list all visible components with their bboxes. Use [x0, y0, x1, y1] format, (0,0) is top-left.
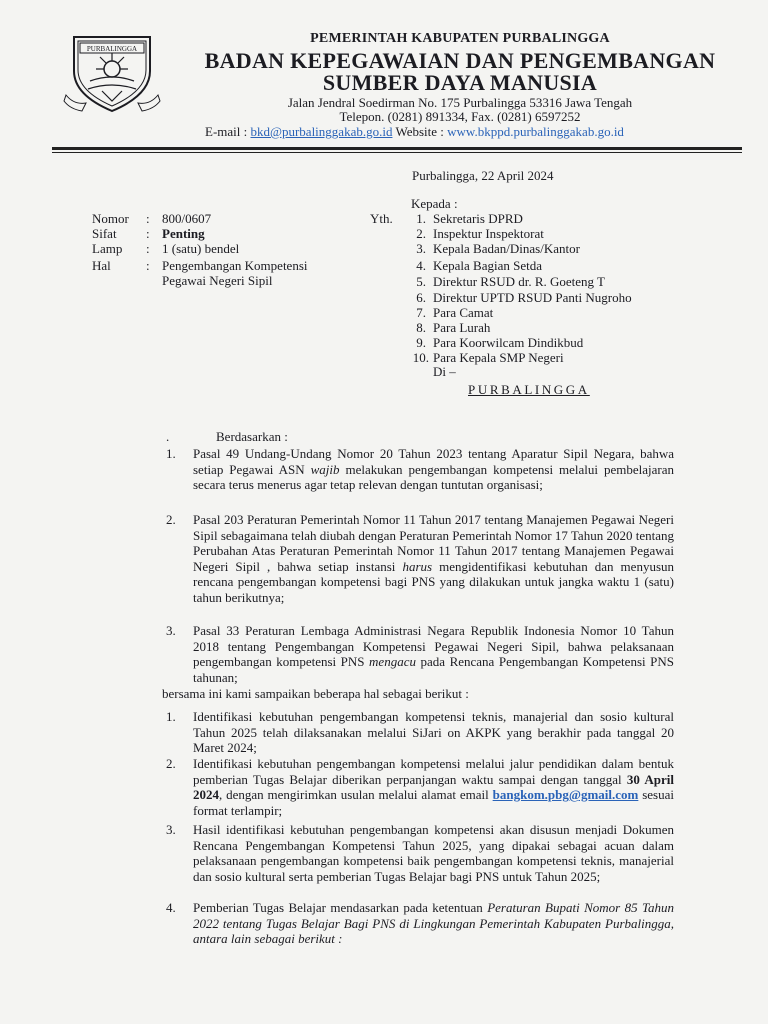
recipient-item: Para Lurah: [433, 320, 491, 335]
agency-address: Jalan Jendral Soedirman No. 175 Purbalingga 53316 Jawa Tengah: [287, 95, 633, 110]
point-paragraph: Pemberian Tugas Belajar mendasarkan pada ketentuan Peraturan Bupati Nomor 85 Tahun 2022 tentang Tugas Belajar Bagi PNS di Lingkungan Pemerintah Kabupaten Purbalingga, antara lain sebagai berikut :: [193, 900, 674, 947]
point-paragraph: Identifikasi kebutuhan pengembangan kompetensi melalui jalur pendidikan dalam bentuk pemberian Tugas Belajar diberikan perpanjangan waktu sampai dengan tanggal 30 April 2024, dengan mengirimkan usulan melalui alamat email bangkom.pbg@gmail.com sesuai format terlampir;: [193, 756, 674, 818]
kepada-label: Kepada :: [411, 196, 458, 211]
bersama-statement: bersama ini kami sampaikan beberapa hal sebagai berikut :: [162, 686, 469, 701]
point-number: 1.: [166, 709, 176, 724]
hal-colon: :: [146, 258, 150, 273]
recipient-number: 6.: [416, 290, 426, 305]
basis-paragraph: Pasal 33 Peraturan Lembaga Administrasi Negara Republik Indonesia Nomor 10 Tahun 2018 tentang Pengembangan Kompetensi Pegawai Negeri Sipil, bahwa pelaksanaan pengembangan kompetensi PNS mengacu pada Rencana Pengembangan Kompetensi PNS tahunan;: [193, 623, 674, 685]
yth-label: Yth.: [370, 211, 393, 226]
recipient-number: 2.: [416, 226, 426, 241]
letterhead-divider-thin: [52, 152, 742, 153]
sifat-colon: :: [146, 226, 150, 241]
nomor-label: Nomor: [92, 211, 129, 226]
recipient-number: 7.: [416, 305, 426, 320]
recipient-number: 9.: [416, 335, 426, 350]
point-number: 2.: [166, 756, 176, 771]
email-label: E-mail :: [205, 124, 248, 139]
agency-name-line2: SUMBER DAYA MANUSIA: [322, 70, 598, 95]
hal-value-line1: Pengembangan Kompetensi: [162, 258, 308, 273]
recipient-number: 5.: [416, 274, 426, 289]
website-link[interactable]: www.bkppd.purbalinggakab.go.id: [447, 124, 624, 139]
agency-phone: Telepon. (0281) 891334, Fax. (0281) 6597252: [339, 109, 581, 124]
stray-dot: .: [166, 429, 170, 444]
letter-date: Purbalingga, 22 April 2024: [412, 168, 554, 183]
recipient-item: Kepala Bagian Setda: [433, 258, 543, 273]
agency-contact: [205, 124, 624, 140]
agency-name-line1: BADAN KEPEGAWAIAN DAN PENGEMBANGAN: [204, 48, 716, 73]
recipient-item: Sekretaris DPRD: [433, 211, 523, 226]
hal-value-line2: Pegawai Negeri Sipil: [162, 273, 273, 288]
website-label: Website :: [395, 124, 444, 139]
recipient-item: Para Koorwilcam Dindikbud: [433, 335, 584, 350]
nomor-colon: :: [146, 211, 150, 226]
logo-text: PURBALINGGA: [86, 45, 138, 53]
recipient-item: Inspektur Inspektorat: [433, 226, 544, 241]
point-paragraph: Identifikasi kebutuhan pengembangan kompetensi teknis, manajerial dan sosio kultural Tahun 2025 telah dilaksanakan melalui SiJari on AKPK yang berakhir pada tanggal 20 Maret 2024;: [193, 709, 674, 756]
basis-number: 2.: [166, 512, 176, 527]
lamp-colon: :: [146, 241, 150, 256]
submission-email-link[interactable]: bangkom.pbg@gmail.com: [492, 787, 639, 803]
government-name: PEMERINTAH KABUPATEN PURBALINGGA: [310, 31, 610, 46]
point-paragraph: Hasil identifikasi kebutuhan pengembangan kompetensi akan disusun menjadi Dokumen Rencana Pengembangan Kompetensi Tahun 2025, yang dipakai sebagai acuan dalam pelaksanaan pengembangan kompetensi baik pengembangan kompetensi teknis, manajerial dan sosio kultural serta pemberian Tugas Belajar bagi PNS untuk Tahun 2025;: [193, 822, 674, 884]
recipient-item: Direktur RSUD dr. R. Goeteng T: [433, 274, 605, 289]
point-number: 4.: [166, 900, 176, 915]
recipient-number: 4.: [416, 258, 426, 273]
sifat-label: Sifat: [92, 226, 117, 241]
nomor-value: 800/0607: [162, 211, 212, 226]
recipient-number: 10.: [412, 350, 429, 365]
email-link[interactable]: bkd@purbalinggakab.go.id: [250, 124, 393, 139]
letterhead-divider-thick: [52, 147, 742, 150]
recipient-item: Kepala Badan/Dinas/Kantor: [433, 241, 580, 256]
recipient-item: Para Kepala SMP Negeri: [433, 350, 564, 365]
berdasarkan-heading: Berdasarkan :: [216, 429, 288, 444]
basis-number: 1.: [166, 446, 176, 461]
basis-paragraph: Pasal 49 Undang-Undang Nomor 20 Tahun 2023 tentang Aparatur Sipil Negara, bahwa setiap Pegawai ASN wajib melakukan pengembangan kompetensi melalui pembelajaran secara terus menerus agar tetap relevan dengan tuntutan organisasi;: [193, 446, 674, 493]
basis-number: 3.: [166, 623, 176, 638]
regency-coat-of-arms-icon: [62, 33, 162, 117]
di-label: Di –: [433, 364, 456, 379]
recipient-number: 1.: [416, 211, 426, 226]
recipient-number: 3.: [416, 241, 426, 256]
recipient-item: Direktur UPTD RSUD Panti Nugroho: [433, 290, 632, 305]
recipient-item: Para Camat: [433, 305, 494, 320]
point-number: 3.: [166, 822, 176, 837]
lamp-label: Lamp: [92, 241, 123, 256]
hal-label: Hal: [92, 258, 111, 273]
basis-paragraph: Pasal 203 Peraturan Pemerintah Nomor 11 Tahun 2017 tentang Manajemen Pegawai Negeri Sipil sebagaimana telah diubah dengan Peraturan Pemerintah Nomor 17 Tahun 2020 tentang Perubahan Atas Peraturan Pemerintah Nomor 11 Tahun 2017 tentang Manajemen Pegawai Negeri Sipil , bahwa setiap instansi harus mengidentifikasi kebutuhan dan menyusun rencana pengembangan kompetensi bagi PNS yang dilakukan untuk jangka waktu 1 (satu) tahun berikutnya;: [193, 512, 674, 605]
recipient-number: 8.: [416, 320, 426, 335]
lamp-value: 1 (satu) bendel: [162, 241, 240, 256]
destination-city: PURBALINGGA: [468, 382, 590, 397]
sifat-value: Penting: [162, 226, 205, 241]
